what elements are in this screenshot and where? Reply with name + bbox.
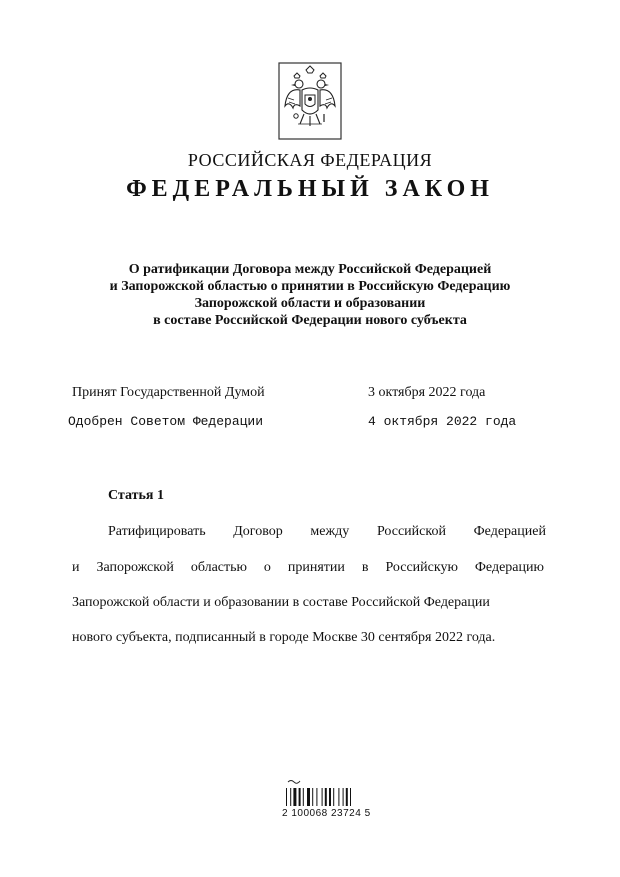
word: Российскую <box>385 560 458 575</box>
double-headed-eagle-emblem-icon <box>278 62 342 140</box>
word: Российской <box>376 524 446 539</box>
word: Федерацией <box>473 524 546 539</box>
article-text-line <box>72 560 544 576</box>
council-approval-date: 4 октября 2022 года <box>368 414 517 429</box>
word: о <box>263 560 271 575</box>
country-name: РОССИЙСКАЯ ФЕДЕРАЦИЯ <box>187 150 433 170</box>
law-title <box>60 261 560 329</box>
word: и <box>72 560 80 575</box>
word: Ратифицировать <box>108 524 206 539</box>
article-text-line: нового субъекта, подписанный в городе Москве 30 сентября 2022 года. <box>72 630 496 645</box>
word: Договор <box>233 524 283 539</box>
barcode-number: 2 100068 23724 5 <box>282 808 371 819</box>
council-approval-label: Одобрен Советом Федерации <box>68 414 264 429</box>
law-title-line: Запорожской области и образовании <box>194 296 426 311</box>
article-text-line: Запорожской области и образовании в составе Российской Федерации <box>72 595 490 610</box>
law-title-line: О ратификации Договора между Российской Федерацией <box>128 262 492 277</box>
duma-adoption-label: Принят Государственной Думой <box>72 385 265 400</box>
law-title-line: в составе Российской Федерации нового субъекта <box>153 313 467 328</box>
word: Федерацию <box>474 560 544 575</box>
article-heading: Статья 1 <box>108 488 164 503</box>
word: принятии <box>287 560 345 575</box>
word: между <box>310 524 350 539</box>
word: в <box>361 560 369 575</box>
word: Запорожской <box>96 560 174 575</box>
law-title-line: и Запорожской областью о принятии в Российскую Федерацию <box>109 279 511 294</box>
document-type: ФЕДЕРАЛЬНЫЙ ЗАКОН <box>126 176 494 202</box>
article-text-line <box>108 524 546 540</box>
word: областью <box>190 560 247 575</box>
duma-adoption-date: 3 октября 2022 года <box>368 385 486 400</box>
barcode-icon <box>284 776 366 828</box>
